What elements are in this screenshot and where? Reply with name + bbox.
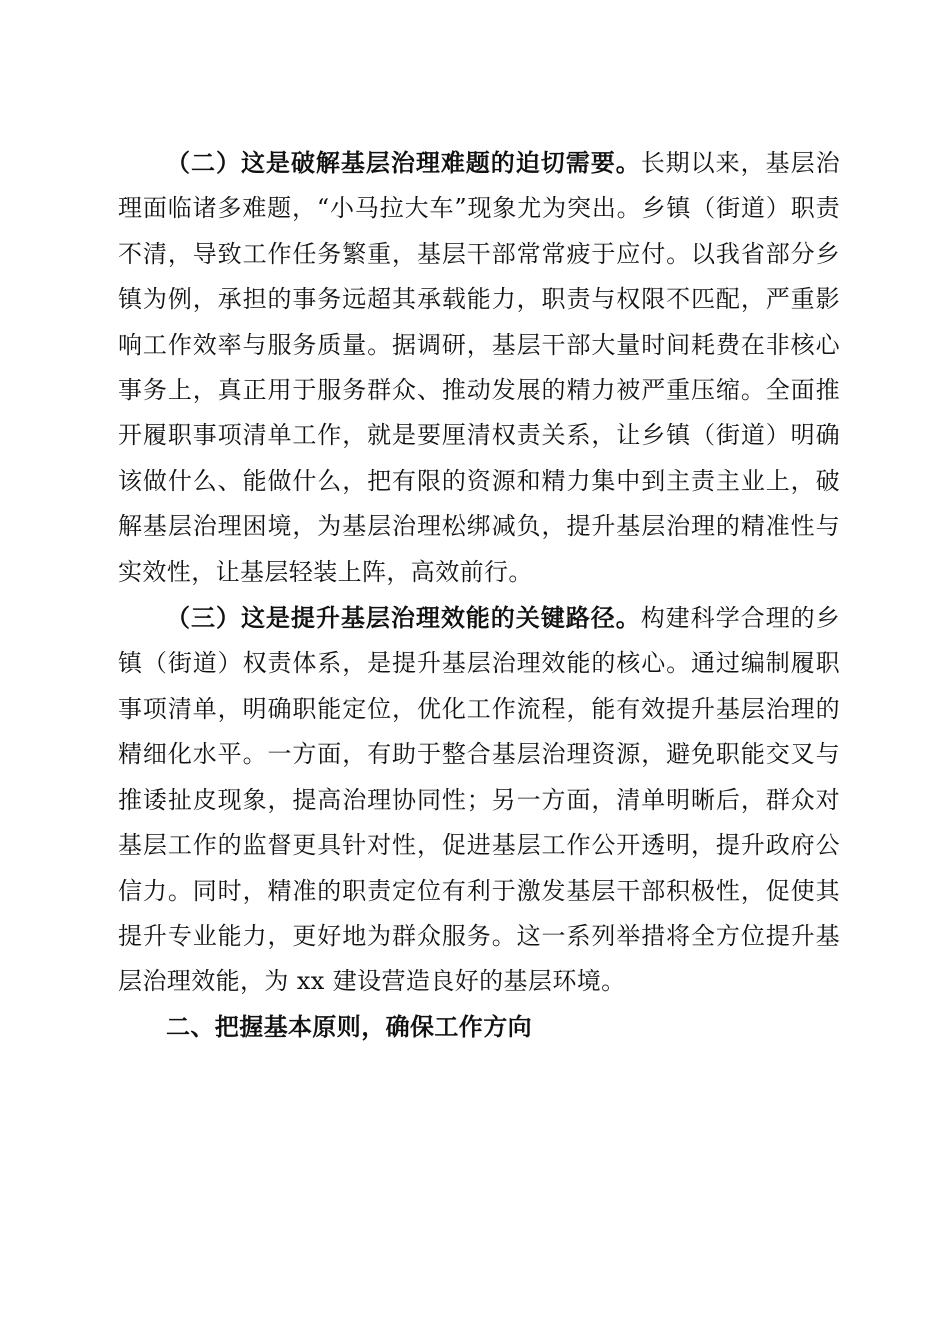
- paragraph-2: [118, 140, 840, 595]
- paragraph-3-body: 构建科学合理的乡镇（街道）权责体系，是提升基层治理效能的核心。通过编制履职事项清单，明确职能定位，优化工作流程，能有效提升基层治理的精细化水平。一方面，有助于整合基层治理资源，避免职能交叉与推诿扯皮现象，提高治理协同性；另一方面，清单明晰后，群众对基层工作的监督更具针对性，促进基层工作公开透明，提升政府公信力。同时，精准的职责定位有利于激发基层干部积极性，促使其提升专业能力，更好地为群众服务。这一系列举措将全方位提升基层治理效能，为 xx 建设营造良好的基层环境。: [118, 604, 840, 996]
- paragraph-2-lead: （二）这是破解基层治理难题的迫切需要。: [166, 148, 641, 177]
- paragraph-3: [118, 595, 840, 1005]
- section-heading: 二、把握基本原则，确保工作方向: [166, 1012, 532, 1041]
- document-body: [118, 140, 840, 1050]
- paragraph-3-lead: （三）这是提升基层治理效能的关键路径。: [166, 603, 641, 633]
- paragraph-2-body: 长期以来，基层治理面临诸多难题，“小马拉大车”现象尤为突出。乡镇（街道）职责不清，导致工作任务繁重，基层干部常常疲于应付。以我省部分乡镇为例，承担的事务远超其承载能力，职责与权限不匹配，严重影响工作效率与服务质量。据调研，基层干部大量时间耗费在非核心事务上，真正用于服务群众、推动发展的精力被严重压缩。全面推开履职事项清单工作，就是要厘清权责关系，让乡镇（街道）明确该做什么、能做什么，把有限的资源和精力集中到主责主业上，破解基层治理困境，为基层治理松绑减负，提升基层治理的精准性与实效性，让基层轻装上阵，高效前行。: [118, 149, 840, 586]
